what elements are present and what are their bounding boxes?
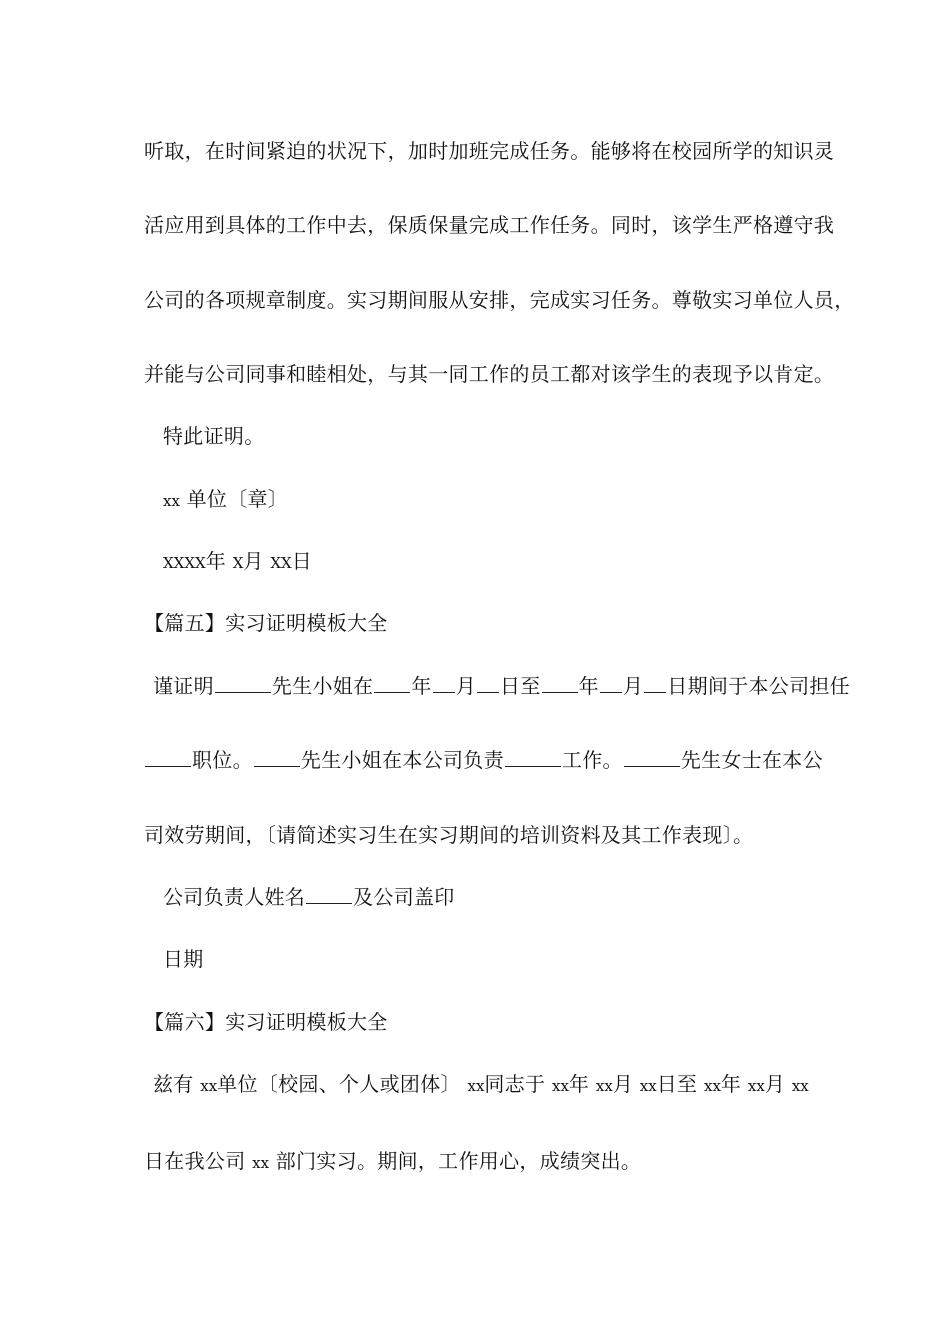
text-segment: 年	[578, 674, 599, 698]
text-segment: 谨证明	[153, 674, 214, 698]
date-label: 日期	[163, 947, 204, 971]
blank-name	[215, 674, 271, 693]
placeholder: xx	[200, 1077, 218, 1095]
issuing-unit	[163, 486, 288, 514]
text-segment: 日期间于本公司担任	[667, 674, 850, 698]
text-segment: 日至	[500, 674, 541, 698]
placeholder: xx	[595, 1077, 613, 1095]
blank-duty	[505, 748, 561, 767]
section5-line-3: 司效劳期间，〔请简述实习生在实习期间的培训资料及其工作表现〕。	[144, 823, 754, 847]
text-segment: 公司负责人姓名	[163, 885, 306, 909]
blank-name	[254, 748, 300, 767]
month-placeholder: X	[232, 554, 244, 572]
text-segment: 单位〔校园、个人或团体〕	[217, 1072, 461, 1096]
text-segment: 兹有	[153, 1072, 194, 1096]
text-segment: 同志于	[484, 1072, 546, 1096]
placeholder: xx	[747, 1077, 765, 1095]
text-segment: 先生小姐在	[271, 674, 374, 698]
year-label: 年	[205, 549, 227, 573]
blank-name	[624, 748, 680, 767]
placeholder: xx	[704, 1077, 721, 1095]
section5-line-2	[144, 747, 823, 773]
blank-month	[433, 674, 455, 693]
paragraph-line: 公司的各项规章制度。实习期间服从安排，完成实习任务。尊敬实习单位人员，	[144, 288, 855, 312]
text-segment: 年	[568, 1072, 590, 1096]
section-heading-6: 【篇六】实习证明模板大全	[144, 1010, 388, 1034]
text-segment: 先生小姐在本公司负责	[300, 748, 504, 772]
text-segment: 先生女士在本公	[680, 748, 823, 772]
unit-placeholder: xx	[163, 492, 180, 510]
blank-year	[542, 674, 578, 693]
placeholder: xx	[639, 1077, 657, 1095]
section6-line-1	[153, 1071, 809, 1099]
issue-date	[163, 548, 312, 576]
unit-text: 单位〔章〕	[186, 487, 289, 511]
certify-statement: 特此证明。	[163, 424, 265, 448]
text-segment: 月	[622, 674, 644, 698]
day-label: 日	[291, 549, 313, 573]
text-segment: 月	[455, 674, 477, 698]
year-placeholder: XXXX	[163, 554, 206, 572]
paragraph-line: 听取，在时间紧迫的状况下，加时加班完成任务。能够将在校园所学的知识灵	[144, 139, 835, 163]
text-segment: 部门实习。期间，工作用心，成绩突出。	[275, 1149, 642, 1173]
blank-position	[145, 748, 191, 767]
paragraph-line: 并能与公司同事和睦相处，与其一同工作的员工都对该学生的表现予以肯定。	[144, 362, 835, 386]
section-heading-5: 【篇五】实习证明模板大全	[144, 611, 388, 635]
placeholder: xx	[791, 1077, 809, 1095]
blank-day	[477, 674, 499, 693]
text-segment: 工作。	[561, 748, 623, 772]
text-segment: 日在我公司	[144, 1149, 246, 1173]
placeholder: xx	[252, 1154, 270, 1172]
placeholder: xx	[551, 1077, 569, 1095]
section5-line-1	[153, 673, 850, 699]
paragraph-line: 活应用到具体的工作中去，保质保量完成工作任务。同时，该学生严格遵守我	[144, 213, 835, 237]
section6-line-2	[144, 1148, 641, 1176]
text-segment: 年	[720, 1072, 742, 1096]
text-segment: 职位。	[192, 748, 253, 772]
placeholder: xx	[467, 1077, 485, 1095]
month-label: 月	[243, 549, 264, 573]
blank-signer-name	[306, 885, 352, 904]
text-segment: 年	[411, 674, 432, 698]
signer-line	[163, 884, 455, 910]
blank-year	[374, 674, 410, 693]
blank-day	[644, 674, 666, 693]
text-segment: 日至	[656, 1072, 698, 1096]
text-segment: 月	[764, 1072, 786, 1096]
text-segment: 及公司盖印	[353, 885, 455, 909]
blank-month	[600, 674, 622, 693]
day-placeholder: XX	[270, 554, 292, 572]
text-segment: 月	[612, 1072, 634, 1096]
